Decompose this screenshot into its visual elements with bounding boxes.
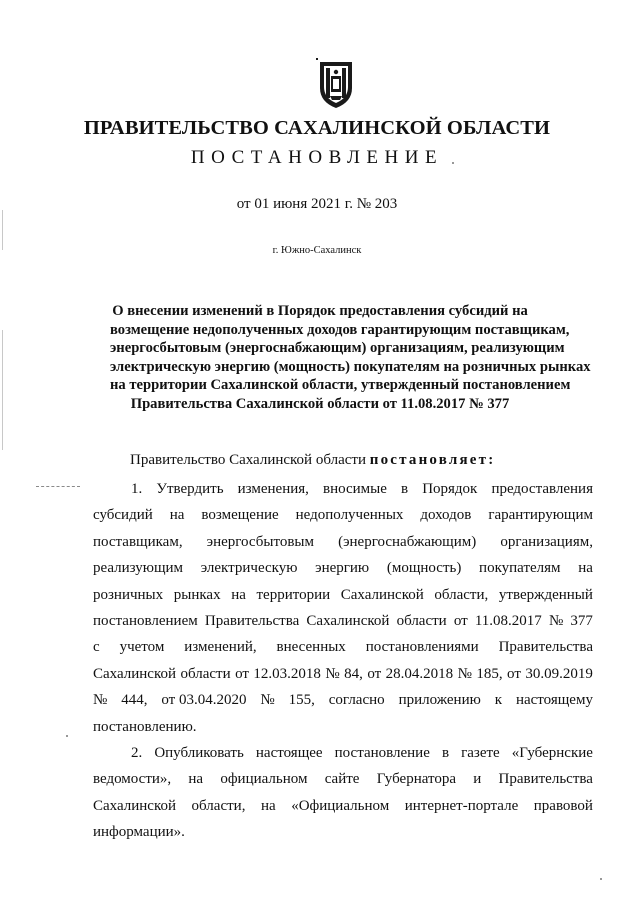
body-word: 12.03.2018 [253, 665, 321, 682]
scan-edge-mark [2, 210, 3, 250]
body-word: 28.04.2018 [385, 665, 454, 682]
body-word: поставщикам, [93, 533, 183, 550]
body-word: области [180, 665, 231, 682]
document-title [110, 302, 591, 414]
body-word: 155, [288, 692, 315, 709]
body-word: (мощность) [386, 560, 462, 577]
body-word: сайте [324, 771, 360, 788]
body-word: 2. [131, 744, 143, 761]
body-word: вносимые [323, 481, 387, 497]
body-word: области, [191, 797, 246, 814]
body-word: изменения, [237, 481, 309, 497]
body-word: с [93, 639, 100, 656]
scan-speck [452, 162, 454, 164]
body-line [93, 740, 593, 766]
body-word: настоящее [255, 744, 323, 761]
body-word: Губернатора [376, 771, 457, 788]
body-line [93, 714, 593, 740]
body-word: приложению [398, 692, 481, 709]
margin-mark [36, 486, 80, 488]
body-word: № [325, 665, 340, 682]
body-word: учетом [119, 639, 165, 656]
body-word: от [453, 612, 468, 629]
body-word: информации». [93, 824, 185, 841]
body-word: согласно [328, 692, 385, 709]
body-word: 84, [344, 665, 363, 682]
title-line: Правительства Сахалинской области от 11.08.2017 № 377 [130, 395, 510, 412]
body-line [93, 476, 593, 502]
sakhalin-coat-of-arms-icon [316, 58, 356, 110]
scan-speck [66, 735, 68, 737]
body-word: реализующим [93, 560, 184, 577]
body-word: № [457, 665, 472, 682]
body-word: Правительства [498, 771, 593, 788]
body-word: энергосбытовым [206, 533, 314, 550]
body-word: розничных [93, 586, 164, 603]
body-word: Правительства [204, 612, 300, 629]
body-word: территории [256, 586, 331, 603]
body-word: на [260, 797, 276, 814]
body-word: 444, [121, 692, 148, 709]
body-word: от [235, 665, 249, 682]
body-word: Утвердить [156, 481, 224, 497]
body-line [93, 819, 593, 845]
body-word: энергию [315, 560, 370, 577]
body-word: организациям, [500, 533, 593, 550]
document-type: ПОСТАНОВЛЕНИЕ [190, 147, 444, 168]
body-word: от 03.04.2020 [161, 692, 247, 709]
body-word: от [367, 665, 382, 682]
body-word: гарантирующим [488, 507, 593, 524]
title-line: энергосбытовым (энергоснабжающим) организациям, реализующим [110, 340, 565, 357]
body-word: покупателям [479, 560, 561, 577]
decree-line [130, 452, 495, 469]
title-line: электрическую энергию (мощность) покупателям на розничных рынках [110, 358, 591, 375]
body-line [93, 766, 593, 792]
body-line [93, 555, 593, 581]
body-word: «Официальном [291, 797, 390, 814]
body-word: доходов [420, 507, 472, 524]
body-word: и [473, 771, 482, 788]
body-word: настоящему [515, 692, 593, 709]
body-word: Сахалинской [306, 612, 390, 629]
body-word: Сахалинской [340, 586, 424, 603]
body-line [93, 661, 593, 687]
body-word: области [396, 612, 447, 629]
body-word: постановлением [93, 612, 198, 629]
body-word: постановлениями [365, 639, 479, 656]
body-word: электрическую [200, 560, 298, 577]
body-word: Сахалинской [93, 797, 177, 814]
body-word: в [401, 481, 409, 497]
body-word: 185, [476, 665, 503, 682]
body-line [93, 634, 593, 660]
title-line: возмещение недополученных доходов гарантирующим поставщикам, [110, 321, 570, 338]
body-word: правовой [533, 797, 593, 814]
body-word: Сахалинской [93, 665, 177, 682]
organization-name: ПРАВИТЕЛЬСТВО САХАЛИНСКОЙ ОБЛАСТИ [83, 117, 551, 139]
body-word: возмещение [201, 507, 279, 524]
body-line [93, 582, 593, 608]
body-word: рынках [173, 586, 221, 603]
body-word: от [507, 665, 521, 682]
title-line: О внесении изменений в Порядок предоставления субсидий на [112, 303, 528, 319]
body-word: постановлению. [93, 718, 197, 735]
document-body [93, 476, 593, 845]
body-word: недополученных [295, 507, 404, 524]
body-word: на [231, 586, 246, 603]
body-word: на [578, 560, 593, 577]
body-word: Порядок [422, 481, 478, 497]
body-word: на [188, 771, 204, 788]
body-word: утвержденный [498, 586, 593, 603]
scan-speck [600, 878, 602, 880]
body-word: к [494, 692, 503, 709]
decree-lead: Правительство Сахалинской области [130, 452, 366, 468]
body-word: газете [461, 744, 500, 761]
body-word: Опубликовать [154, 744, 244, 761]
body-line [93, 502, 593, 528]
body-word: № [260, 692, 275, 709]
body-word: изменений, [184, 639, 257, 656]
body-word: субсидий [93, 507, 153, 524]
body-word: 1. [131, 481, 143, 497]
document-city: г. Южно-Сахалинск [272, 245, 362, 256]
body-word: предоставления [491, 481, 593, 497]
body-word: (энергоснабжающим) [338, 533, 477, 550]
body-word: области, [434, 586, 489, 603]
body-word: «Губернские [511, 744, 593, 761]
body-word: постановление [334, 744, 430, 761]
body-word: № [548, 612, 564, 629]
body-line [93, 608, 593, 634]
document-date-number: от 01 июня 2021 г. № 203 [236, 196, 398, 212]
body-word: № [93, 692, 108, 709]
body-line [93, 793, 593, 819]
body-line [93, 687, 593, 713]
body-word: внесенных [276, 639, 346, 656]
decree-verb: постановляет: [369, 452, 496, 468]
body-word: 30.09.2019 [525, 665, 593, 682]
body-word: Правительства [498, 639, 593, 656]
body-word: ведомости», [93, 771, 172, 788]
body-line [93, 529, 593, 555]
body-word: на [169, 507, 185, 524]
body-word: интернет-портале [404, 797, 519, 814]
body-word: официальном [220, 771, 308, 788]
body-word: 11.08.2017 [474, 612, 542, 629]
scan-edge-mark [2, 330, 3, 450]
title-line: на территории Сахалинской области, утвержденный постановлением [110, 377, 571, 394]
body-word: в [441, 744, 450, 761]
body-word: 377 [570, 612, 593, 629]
